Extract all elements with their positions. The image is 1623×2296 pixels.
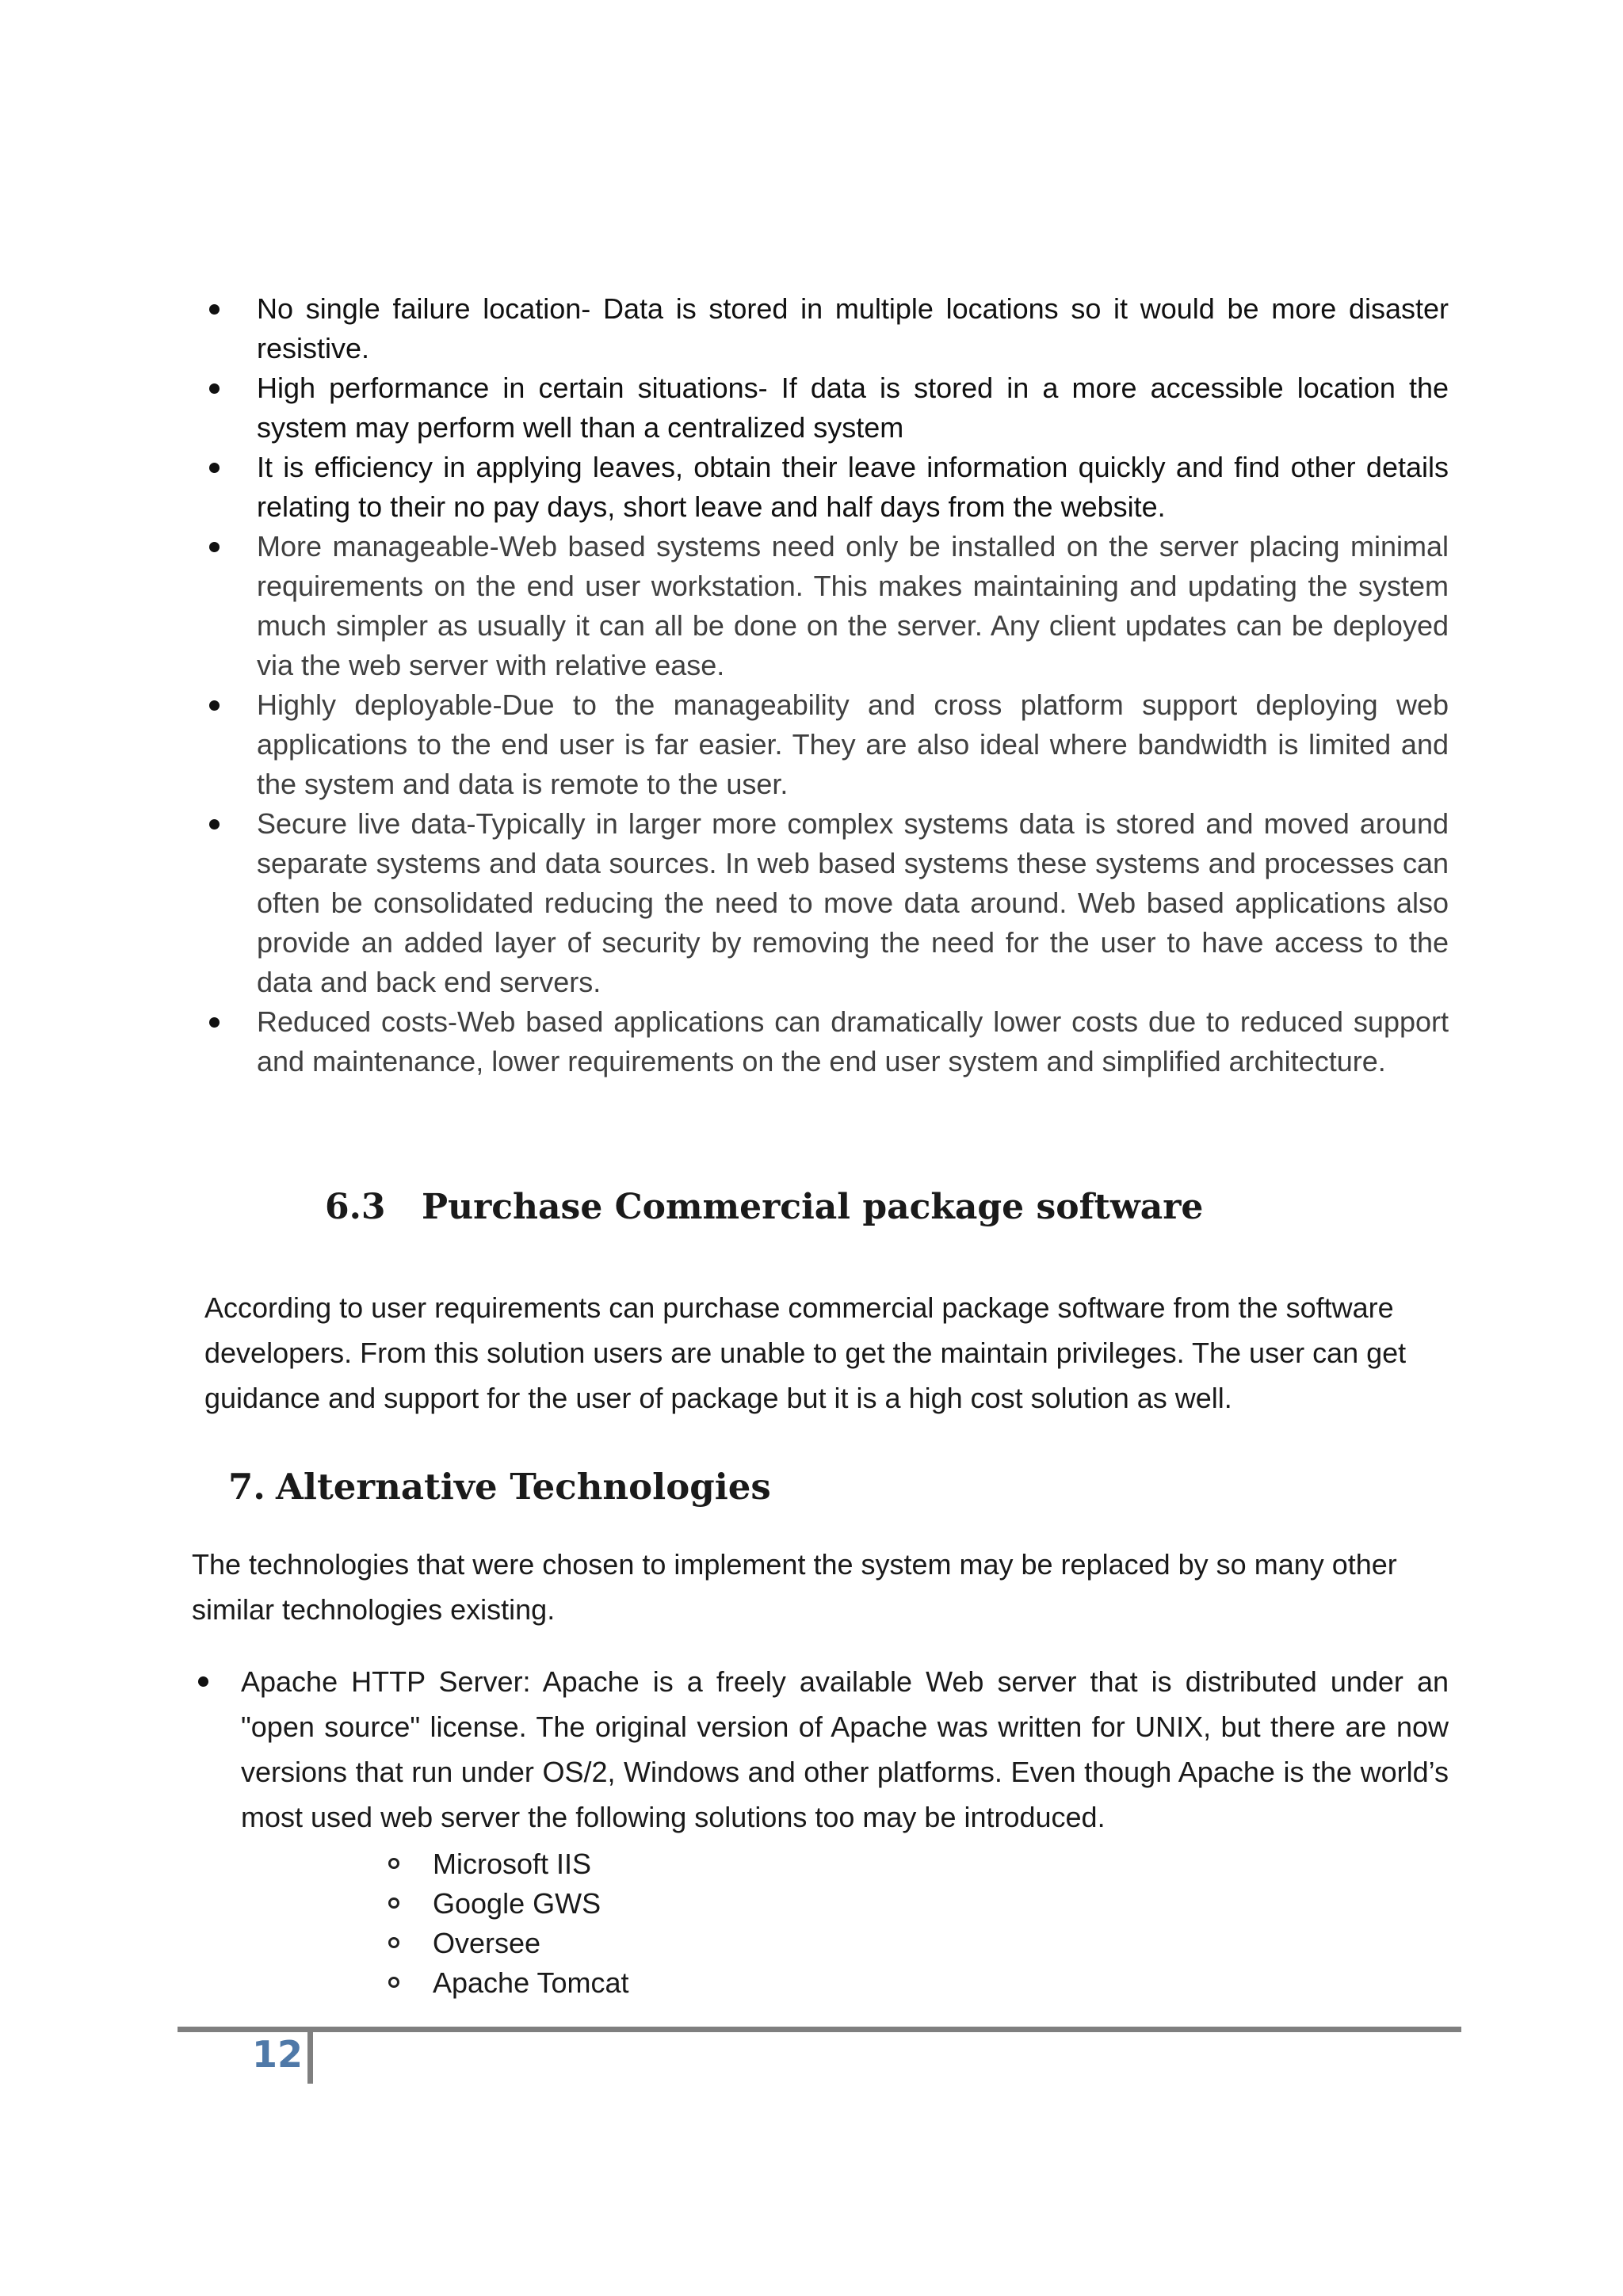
list-item (204, 448, 1449, 527)
bullet-icon (209, 1017, 220, 1028)
advantages-list (204, 289, 1449, 1081)
list-item-text: More manageable-Web based systems need only be installed on the server placing minimal requirements on the end user workstation. This makes maintaining and updating the system much simpler as usually it can all be done on the server. Any client updates can be deployed via the web server with relative ease. (257, 530, 1449, 681)
list-item-text: Highly deployable-Due to the manageability and cross platform support deploying web applications to the end user is far easier. They are also ideal where bandwidth is limited and the system and data is remote to the user. (257, 688, 1449, 800)
list-item-text: No single failure location- Data is stored in multiple locations so it would be more disaster resistive. (257, 292, 1449, 364)
bullet-icon (198, 1676, 208, 1687)
list-item-text: Secure live data-Typically in larger more complex systems data is stored and moved around separate systems and data sources. In web based systems these systems and processes can often be consolidated reducing the need to move data around. Web based applications also provide an added layer of security by removing the need for the user to have access to the data and back end servers. (257, 807, 1449, 998)
bullet-icon (209, 304, 220, 315)
list-item-text: Apache HTTP Server: Apache is a freely available Web server that is distributed under an "open source" license. The original version of Apache was written for UNIX, but there are now versions that run under OS/2, Windows and other platforms. Even though Apache is the world’s most used web server the following solutions too may be introduced. (241, 1665, 1449, 1833)
list-item (192, 1659, 1449, 1840)
list-item (204, 289, 1449, 368)
bullet-icon (209, 542, 220, 552)
section-title: Purchase Commercial package software (422, 1187, 1204, 1227)
section-number: 6.3 (325, 1187, 386, 1227)
list-item-text: High performance in certain situations- If data is stored in a more accessible location the system may perform well than a centralized system (257, 372, 1449, 444)
section-heading-7 (228, 1466, 771, 1508)
list-item (204, 1002, 1449, 1081)
sublist-item-text: Microsoft IIS (433, 1848, 592, 1880)
sublist-item-text: Google GWS (433, 1887, 601, 1920)
section-number: 7. (228, 1466, 265, 1508)
list-item (204, 368, 1449, 448)
sublist-item-text: Oversee (433, 1927, 541, 1959)
bullet-icon (209, 819, 220, 830)
section-6-3-paragraph: According to user requirements can purchase commercial package software from the software developers. From this solution users are unable to get the maintain privileges. The user can get guidance and support for the user of package but it is a high cost solution as well. (204, 1291, 1407, 1414)
list-item (204, 527, 1449, 685)
list-item (204, 804, 1449, 1002)
section-7-paragraph: The technologies that were chosen to implement the system may be replaced by so many other similar technologies existing. (192, 1548, 1397, 1626)
page-number: 12 (252, 2033, 304, 2076)
footer-rule (178, 2027, 1461, 2032)
section-heading-6-3 (325, 1187, 1203, 1227)
hollow-bullet-icon (388, 1897, 399, 1909)
hollow-bullet-icon (388, 1977, 399, 1988)
list-item-text: It is efficiency in applying leaves, obtain their leave information quickly and find other details relating to their no pay days, short leave and half days from the website. (257, 451, 1449, 523)
sublist-item-text: Apache Tomcat (433, 1966, 629, 1999)
bullet-icon (209, 383, 220, 394)
list-item (204, 685, 1449, 804)
hollow-bullet-icon (388, 1858, 399, 1869)
sublist-item (384, 1844, 628, 1884)
alternatives-list (192, 1659, 1449, 1840)
bullet-icon (209, 463, 220, 473)
sublist-item (384, 1884, 628, 1924)
sublist-item (384, 1963, 628, 2003)
list-item-text: Reduced costs-Web based applications can dramatically lower costs due to reduced support and maintenance, lower requirements on the end user system and simplified architecture. (257, 1005, 1449, 1077)
footer-divider (307, 2027, 313, 2084)
section-title: Alternative Technologies (276, 1466, 771, 1508)
hollow-bullet-icon (388, 1937, 399, 1948)
web-server-sublist (384, 1844, 628, 2003)
bullet-icon (209, 700, 220, 711)
sublist-item (384, 1924, 628, 1963)
